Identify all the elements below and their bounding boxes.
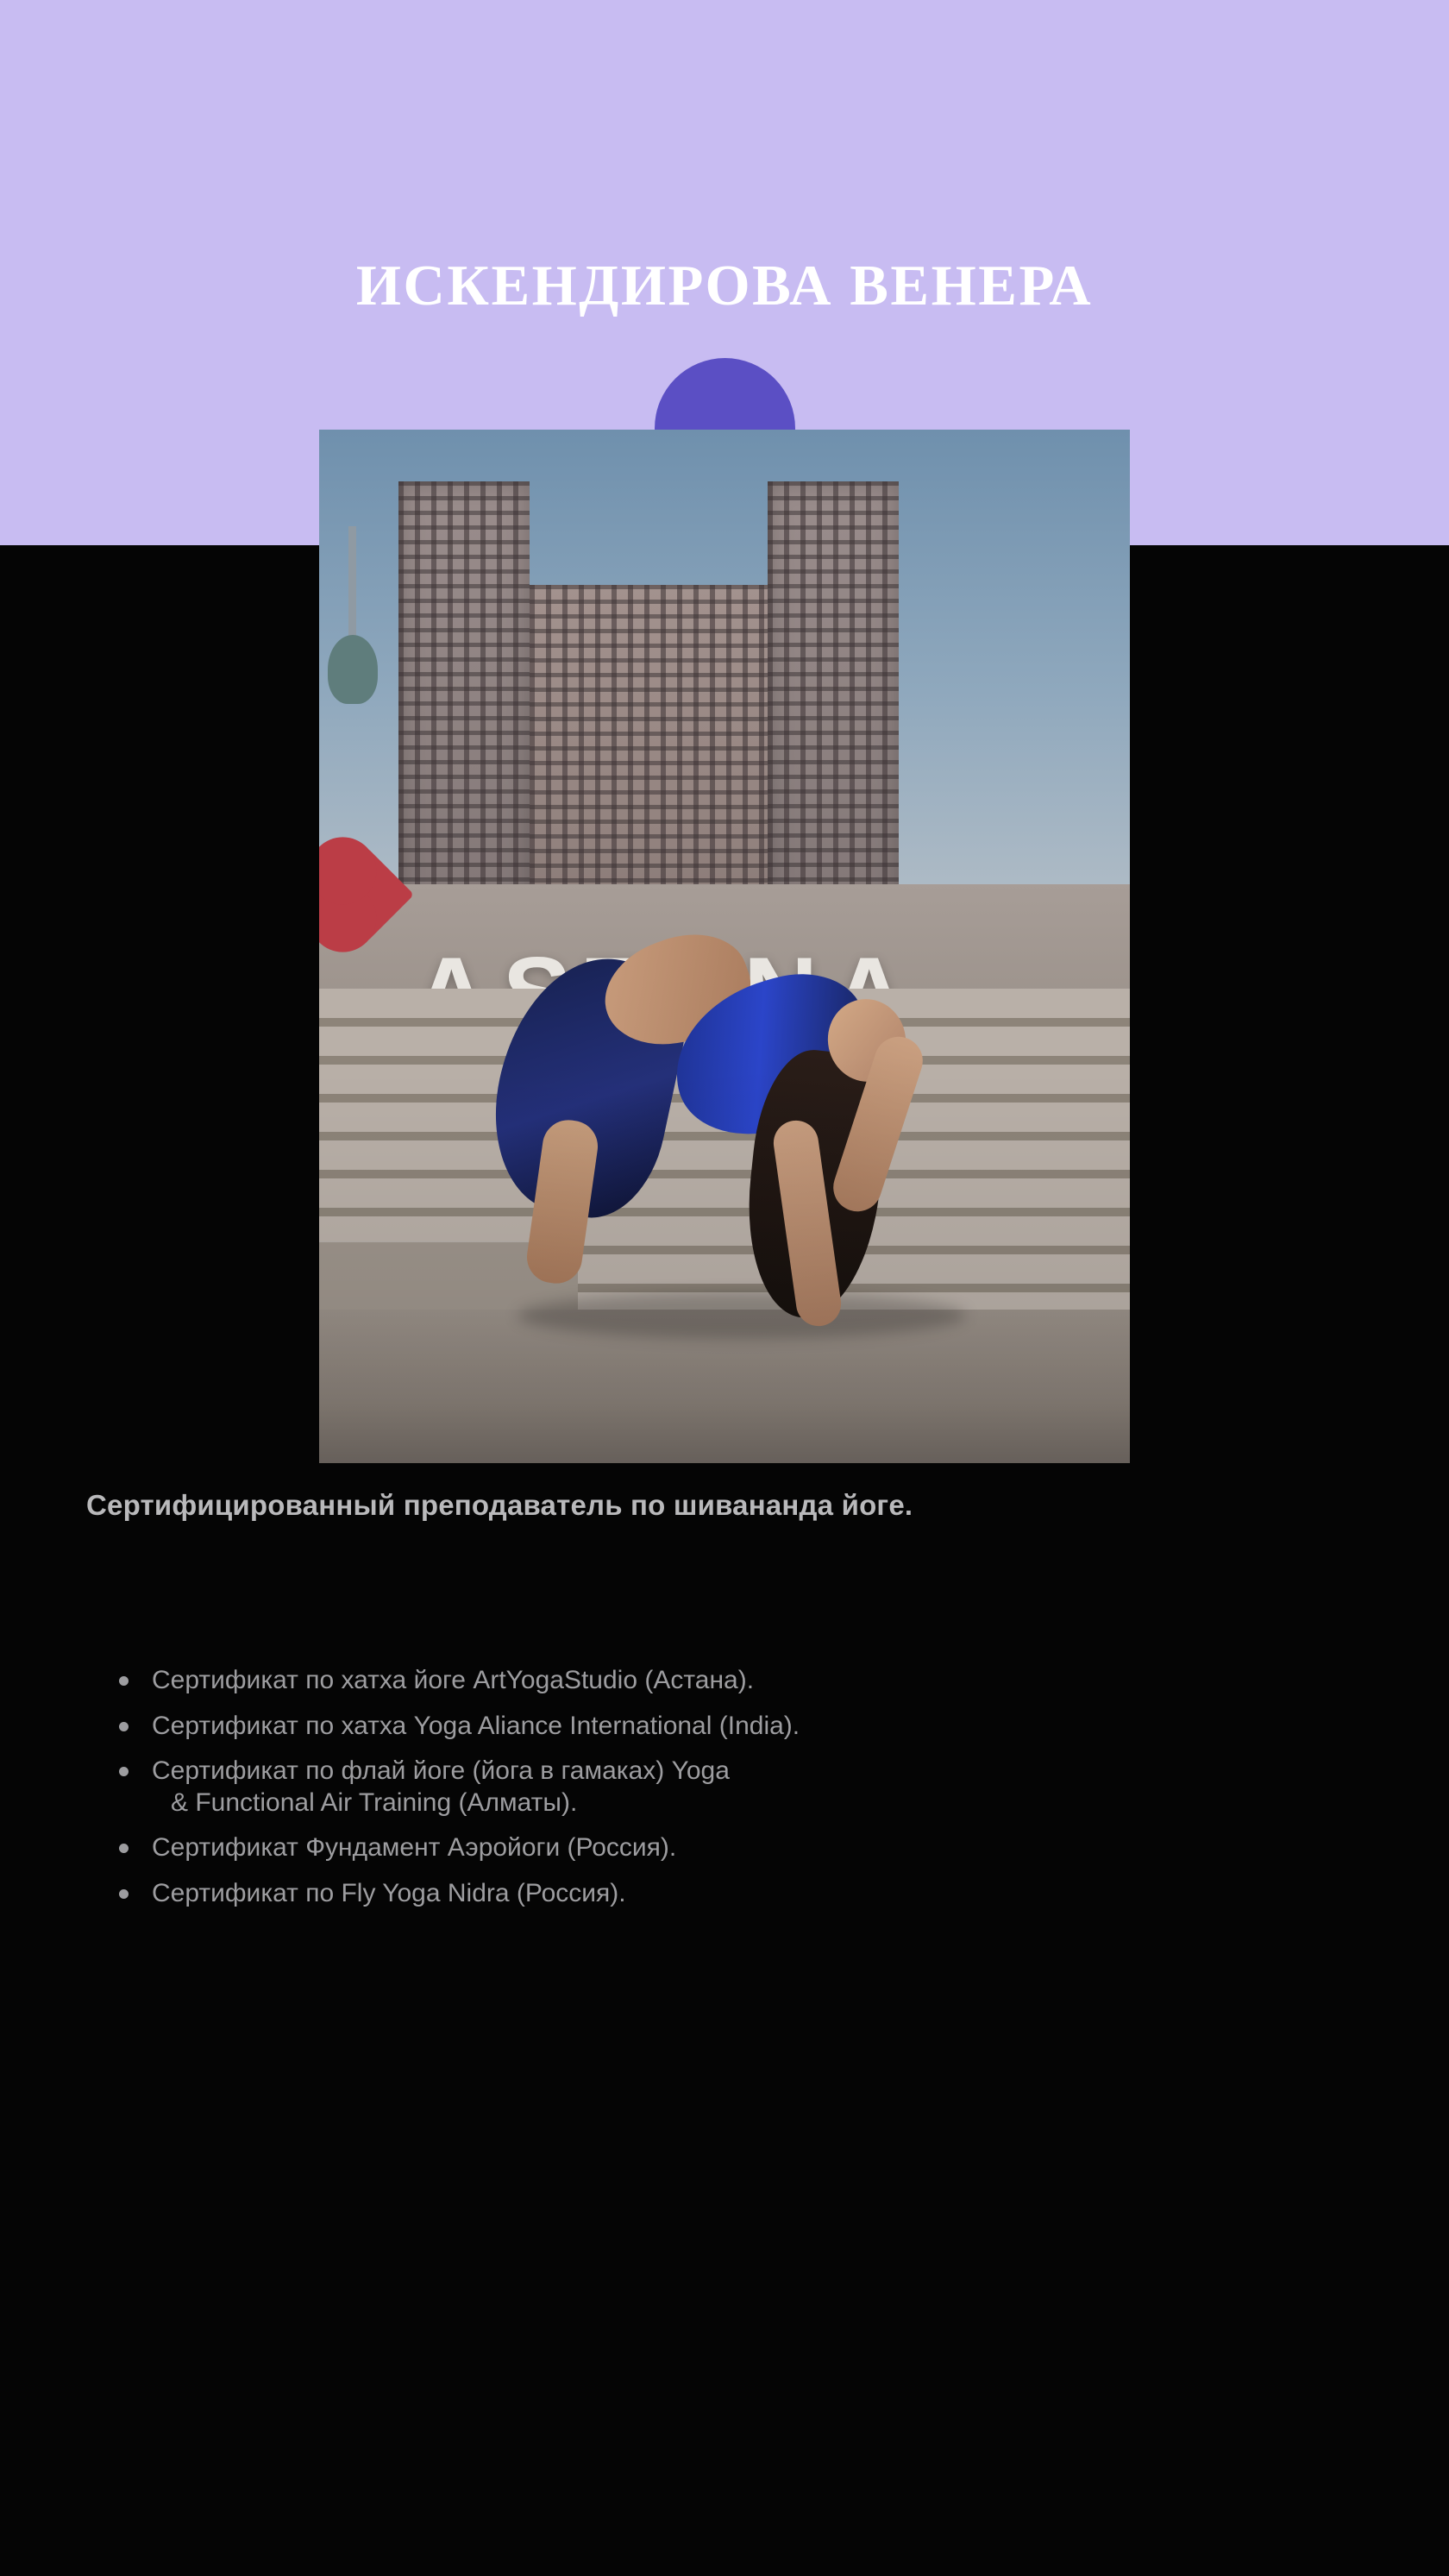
certificate-text-continued: & Functional Air Training (Алматы). [171,1787,578,1817]
list-item [110,1878,1404,1910]
bullet-icon [119,1767,129,1776]
bullet-icon [119,1722,129,1731]
certificate-text: Сертификат по хатха Yoga Aliance International (India). [152,1711,800,1740]
bullet-icon [119,1676,129,1686]
certificate-text: Сертификат по Fly Yoga Nidra (Россия). [152,1878,626,1907]
page-title: ИСКЕНДИРОВА ВЕНЕРА [355,253,1094,317]
portrait-photo [319,430,1130,1463]
list-item [110,1665,1404,1697]
bullet-icon [119,1844,129,1853]
lead-paragraph: Сертифицированный преподаватель по шивананда йоге. [86,1489,913,1521]
photo-inner [319,430,1130,1463]
certificate-text: Сертификат Фундамент Аэройоги (Россия). [152,1833,677,1863]
photo-gradient-overlay [319,430,1130,1463]
list-item [110,1711,1404,1743]
bullet-icon [119,1889,129,1899]
certificate-list [110,1665,1404,1924]
list-item [110,1756,1404,1819]
list-item [110,1832,1404,1864]
certificate-text: Сертификат по хатха йоге ArtYogaStudio (Астана). [152,1666,755,1694]
certificate-text: Сертификат по флай йоге (йога в гамаках) Yoga [152,1756,730,1786]
